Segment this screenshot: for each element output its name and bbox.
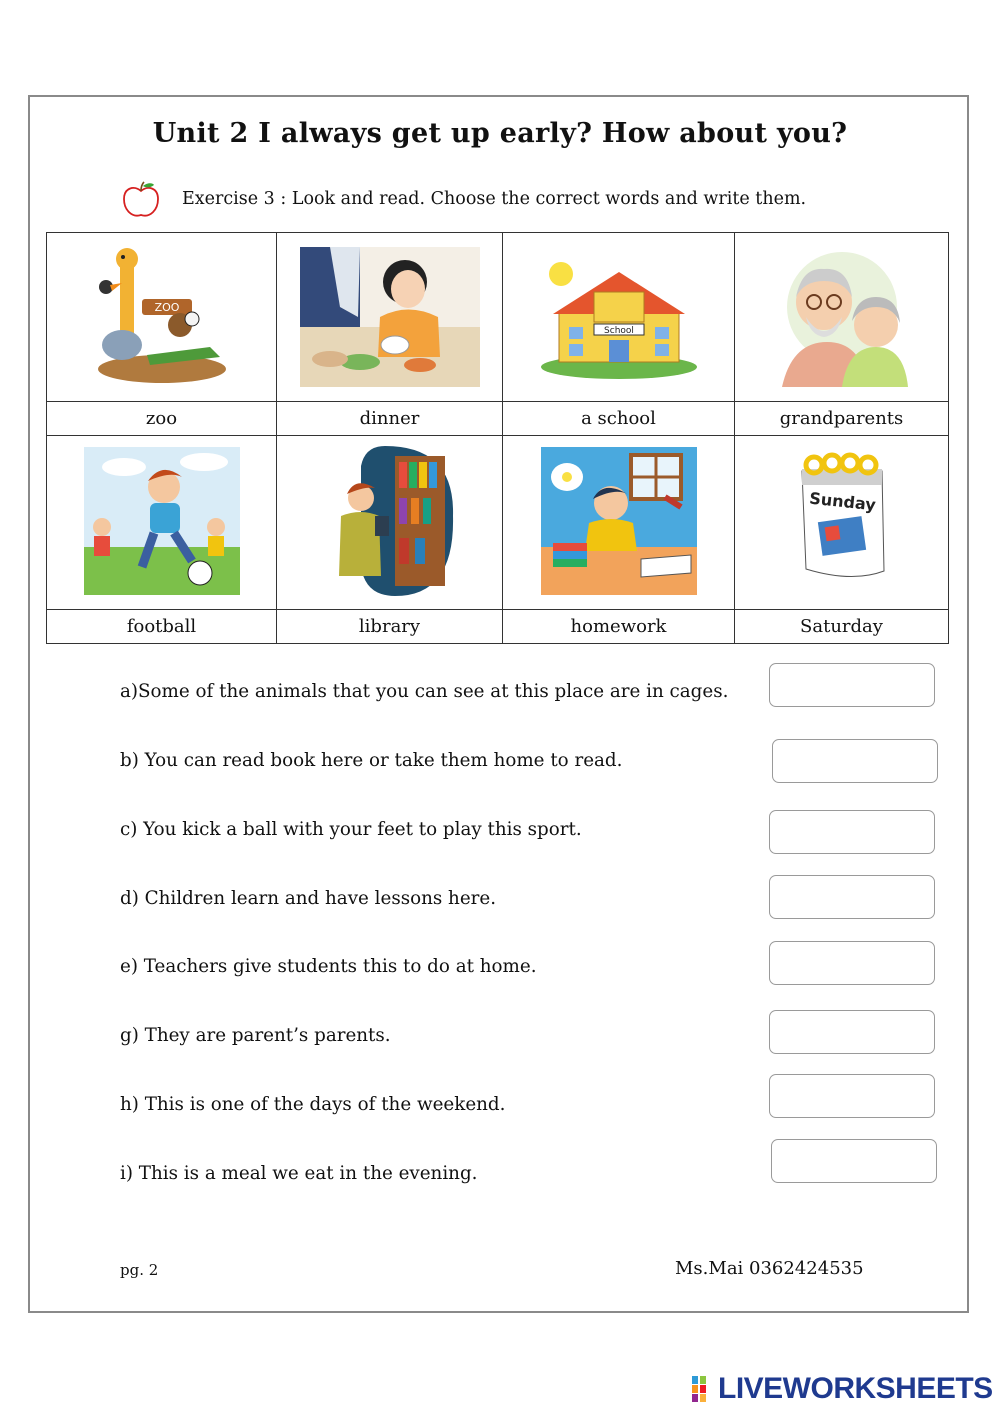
word-saturday: Saturday: [735, 610, 949, 644]
answer-box-b[interactable]: [772, 739, 938, 783]
word-football: football: [47, 610, 277, 644]
apple-icon: [120, 179, 162, 221]
exercise-instruction: Exercise 3 : Look and read. Choose the correct words and write them.: [182, 189, 807, 209]
question-h: h) This is one of the days of the weekend.: [120, 1094, 506, 1115]
dinner-picture-cell: [277, 233, 503, 402]
question-i: i) This is a meal we eat in the evening.: [120, 1163, 478, 1184]
answer-box-a[interactable]: [769, 663, 935, 707]
homework-picture-cell: [503, 436, 735, 610]
picture-word-table: [46, 232, 949, 644]
word-dinner: dinner: [277, 402, 503, 436]
question-c: c) You kick a ball with your feet to play this sport.: [120, 819, 582, 840]
calendar-image: [792, 451, 892, 591]
calendar-day-text: Sunday: [808, 488, 877, 514]
answer-box-g[interactable]: [769, 1010, 935, 1054]
school-image: [539, 252, 699, 382]
dinner-image: [300, 247, 480, 387]
author-credit: Ms.Mai 0362424535: [675, 1258, 864, 1279]
liveworksheets-logo[interactable]: [692, 1373, 993, 1405]
library-image: [325, 446, 455, 596]
football-picture-cell: [47, 436, 277, 610]
homework-image: [541, 447, 697, 595]
word-zoo: zoo: [47, 402, 277, 436]
liveworksheets-logo-icon: [692, 1376, 714, 1402]
library-picture-cell: [277, 436, 503, 610]
question-a: a)Some of the animals that you can see at this place are in cages.: [120, 681, 729, 702]
school-sign-text: School: [603, 326, 634, 336]
word-grandparents: grandparents: [735, 402, 949, 436]
answer-box-h[interactable]: [769, 1074, 935, 1118]
answer-box-i[interactable]: [771, 1139, 937, 1183]
page-number: pg. 2: [120, 1261, 159, 1279]
word-homework: homework: [503, 610, 735, 644]
answer-box-d[interactable]: [769, 875, 935, 919]
liveworksheets-logo-text: LIVEWORKSHEETS: [718, 1372, 993, 1405]
word-library: library: [277, 610, 503, 644]
question-g: g) They are parent’s parents.: [120, 1025, 391, 1046]
zoo-image: [92, 247, 232, 387]
saturday-picture-cell: [735, 436, 949, 610]
question-d: d) Children learn and have lessons here.: [120, 888, 497, 909]
grandparents-picture-cell: [735, 233, 949, 402]
answer-box-e[interactable]: [769, 941, 935, 985]
zoo-sign-text: ZOO: [154, 301, 179, 314]
zoo-picture-cell: [47, 233, 277, 402]
football-image: [84, 447, 240, 595]
school-picture-cell: [503, 233, 735, 402]
answer-box-c[interactable]: [769, 810, 935, 854]
question-b: b) You can read book here or take them home to read.: [120, 750, 623, 771]
word-a-school: a school: [503, 402, 735, 436]
page-title: Unit 2 I always get up early? How about you?: [152, 118, 848, 149]
grandparents-image: [772, 247, 912, 387]
question-e: e) Teachers give students this to do at home.: [120, 956, 537, 977]
